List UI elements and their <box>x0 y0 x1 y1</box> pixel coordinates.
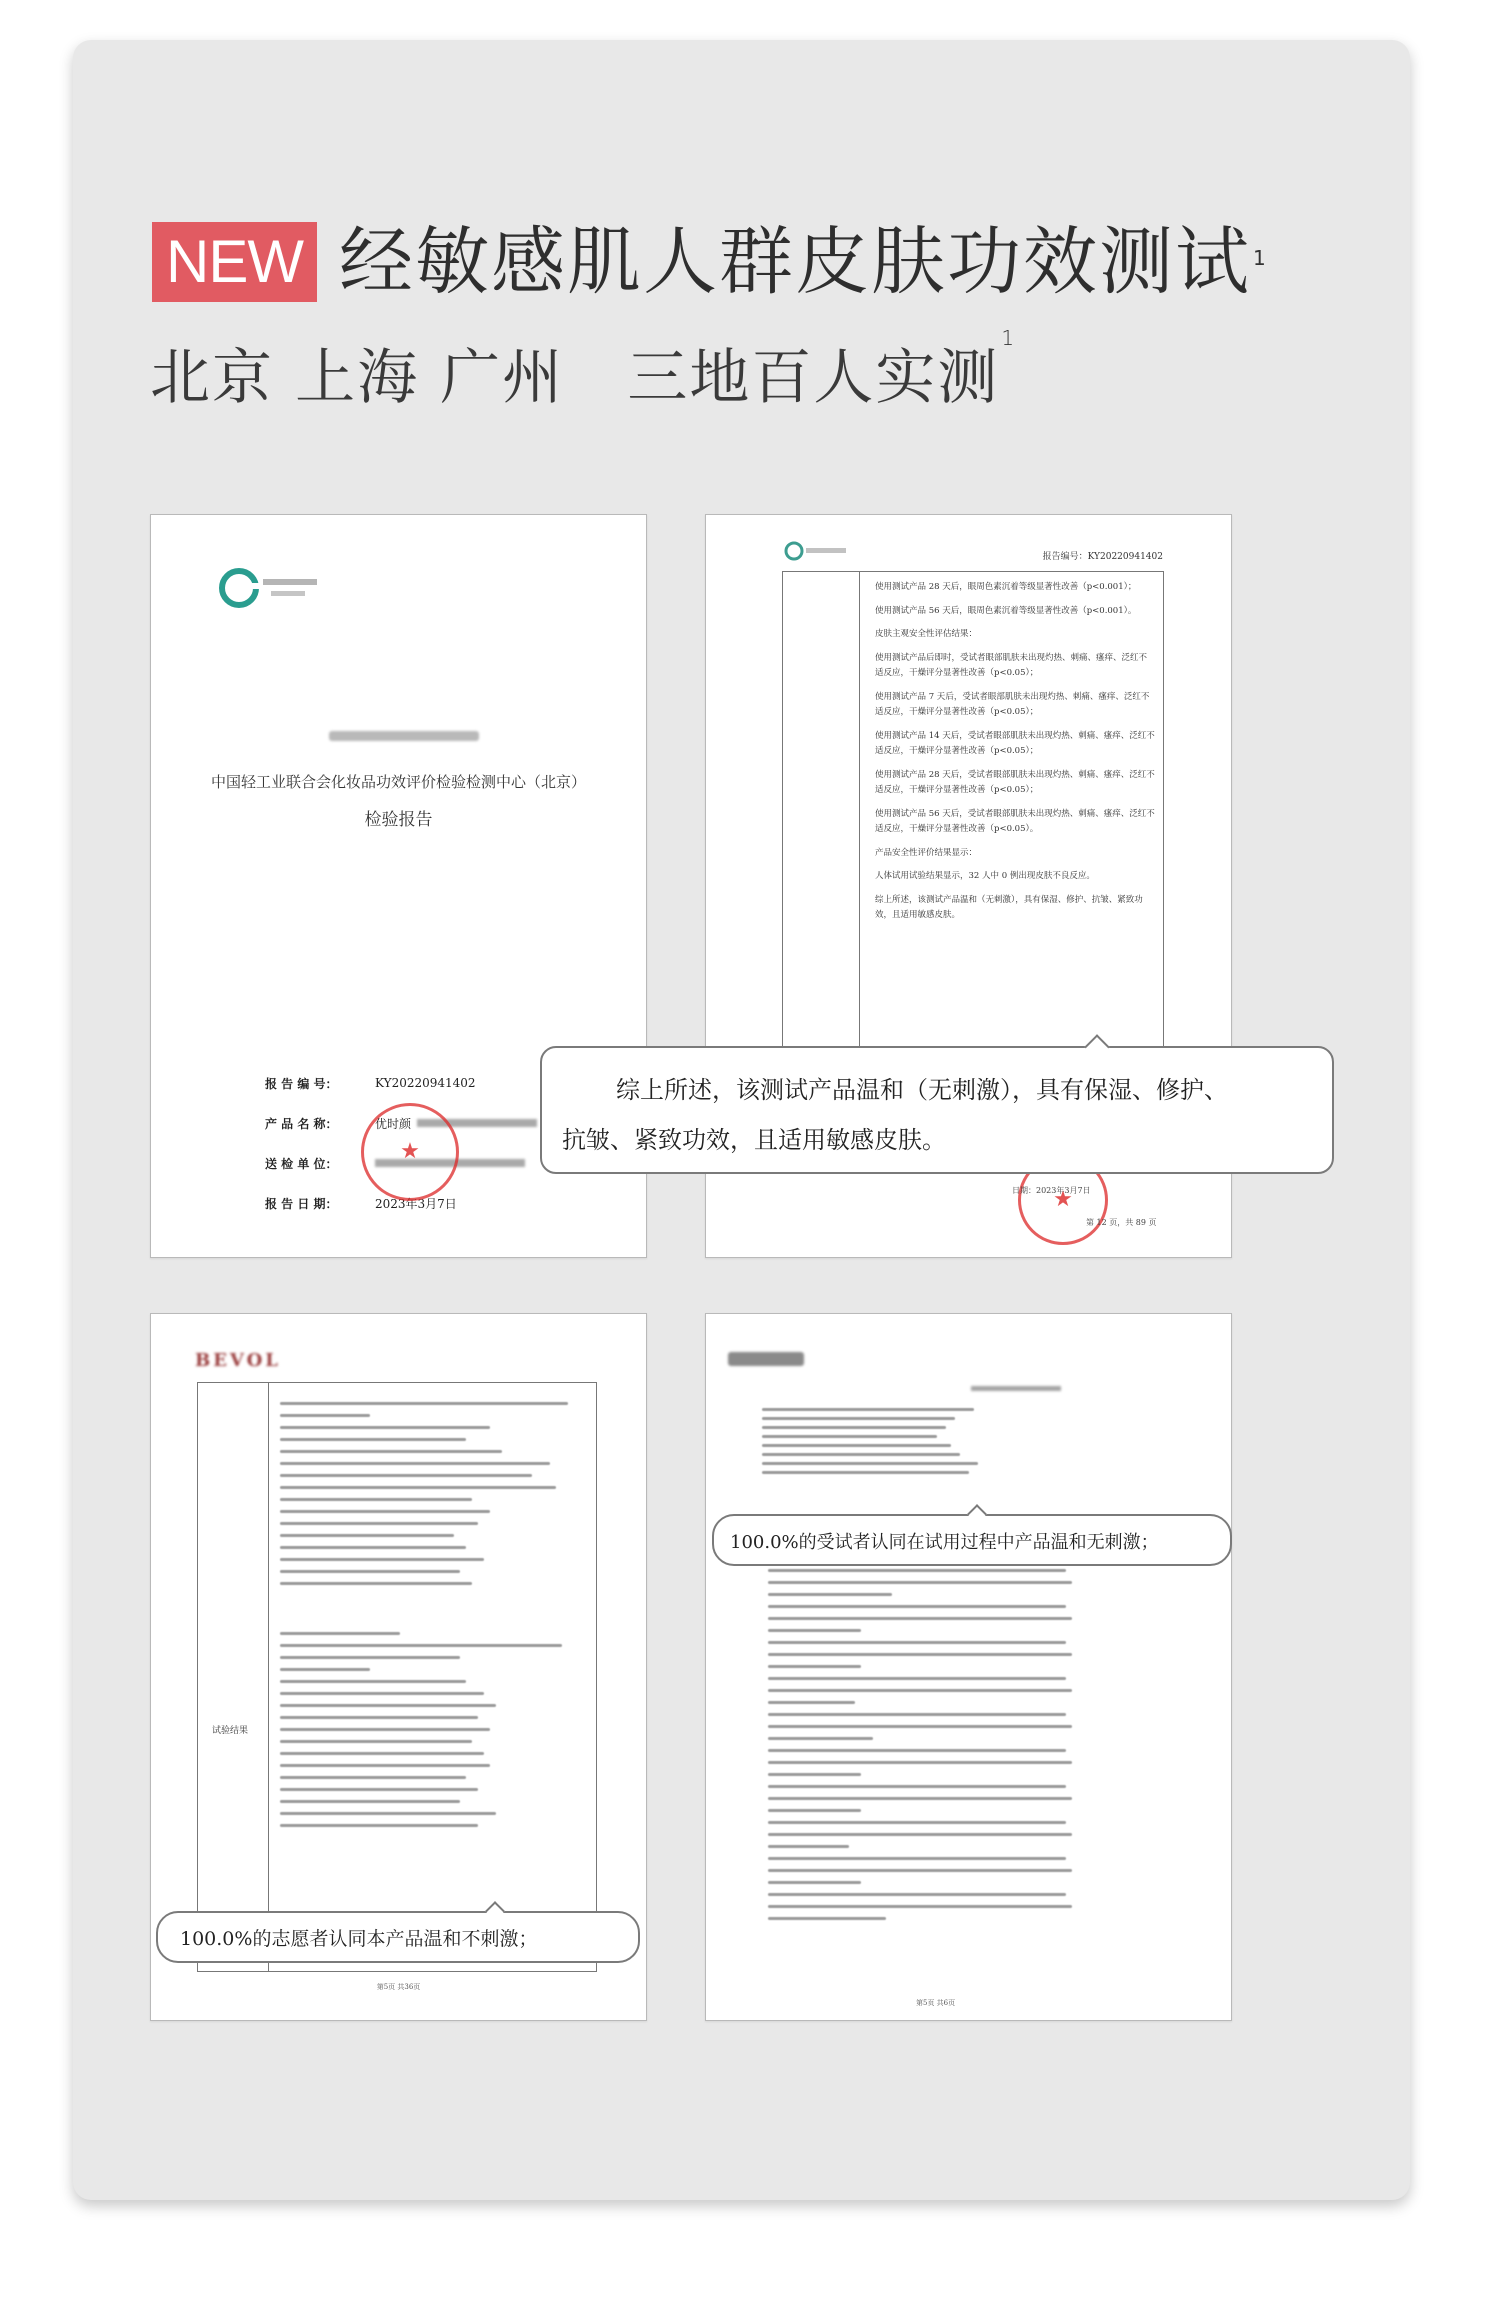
text-line <box>280 1740 472 1743</box>
results-line: 使用测试产品后即时，受试者眼部肌肤未出现灼热、刺痛、瘙痒、泛红不适反应，干燥评分显著性改善（p<0.05）； <box>875 652 1148 678</box>
text-line <box>768 1881 861 1884</box>
info-label: 产 品 名 称： <box>265 1116 338 1131</box>
new-badge: NEW <box>152 222 317 302</box>
text-line <box>280 1632 400 1635</box>
bevol-callout <box>156 1911 640 1963</box>
page-subtitle-text: 北京 上海 广州 三地百人实测 <box>150 343 1000 413</box>
frame-divider <box>268 1383 269 1971</box>
results-line: 产品安全性评价结果显示： <box>875 847 978 858</box>
results-text <box>875 580 1155 924</box>
bevol-logo: BEVOL <box>195 1350 281 1371</box>
text-line <box>768 1785 1066 1788</box>
results-line: 使用测试产品 7 天后，受试者眼部肌肤未出现灼热、刺痛、瘙痒、泛红不适反应，干燥评分显著性改善（p<0.05）； <box>875 691 1150 717</box>
text-line <box>280 1426 490 1429</box>
results-line: 使用测试产品 56 天后，眼周色素沉着等级显著性改善（p<0.001）。 <box>875 605 1137 616</box>
results-line: 使用测试产品 14 天后，受试者眼部肌肤未出现灼热、刺痛、瘙痒、泛红不适反应，干燥评分显著性改善（p<0.05）； <box>875 730 1155 756</box>
info-label: 送 检 单 位： <box>265 1156 338 1171</box>
text-line <box>768 1677 1066 1680</box>
text-line <box>762 1417 955 1420</box>
blurred-company <box>329 731 479 741</box>
info-value: 优时颜 <box>375 1116 412 1131</box>
report-doc-title: 检验报告 <box>364 810 433 830</box>
text-line <box>280 1800 460 1803</box>
text-line <box>768 1581 1072 1584</box>
info-row <box>265 1063 537 1103</box>
report-date: 日期：2023年3月7日 <box>1012 1186 1091 1195</box>
text-line <box>280 1486 556 1489</box>
results-line: 人体试用试验结果显示，32 人中 0 例出现皮肤不良反应。 <box>875 871 1095 881</box>
text-line <box>280 1558 484 1561</box>
text-line <box>768 1593 892 1596</box>
subtitle-footnote: 1 <box>1001 326 1017 350</box>
text-line <box>768 1797 1072 1800</box>
report-frame <box>197 1382 597 1972</box>
callout-line: 抗皱、紧致功效，且适用敏感皮肤。 <box>562 1126 946 1154</box>
text-line <box>768 1821 1066 1824</box>
text-line <box>280 1704 496 1707</box>
text-line <box>768 1857 1066 1860</box>
text-line <box>768 1749 1066 1752</box>
blurred-logo <box>728 1352 804 1366</box>
report-number: 报告编号：KY20220941402 <box>1042 552 1163 562</box>
text-line <box>280 1582 472 1585</box>
text-line <box>280 1438 466 1441</box>
blurred-report-no <box>971 1386 1061 1391</box>
text-line <box>768 1869 1072 1872</box>
page-number: 第 12 页，共 89 页 <box>1086 1218 1157 1227</box>
title-row <box>152 219 1268 305</box>
text-line <box>762 1408 974 1411</box>
results-line: 皮肤主观安全性评估结果： <box>875 629 978 639</box>
results-line: 综上所述，该测试产品温和（无刺激），具有保湿、修护、抗皱、紧致功效，且适用敏感皮肤。 <box>875 894 1143 920</box>
text-line <box>768 1641 1066 1644</box>
text-line <box>768 1713 1066 1716</box>
text-line <box>768 1653 1072 1656</box>
text-line <box>768 1905 1072 1908</box>
text-line <box>280 1462 550 1465</box>
text-line <box>280 1402 568 1405</box>
title-footnote: 1 <box>1252 246 1268 270</box>
text-line <box>280 1510 490 1513</box>
text-line <box>280 1656 460 1659</box>
text-line <box>768 1917 886 1920</box>
blurred-results <box>280 1393 580 1836</box>
conclusion-callout <box>540 1046 1334 1174</box>
info-value: 2023年3月7日 <box>375 1196 457 1211</box>
text-line <box>768 1569 1066 1572</box>
blurred-list-bottom <box>768 1548 1078 1929</box>
text-line <box>280 1414 370 1417</box>
text-line <box>280 1668 370 1671</box>
blurred-list-top <box>762 1402 992 1480</box>
text-line <box>280 1546 466 1549</box>
text-line <box>280 1680 466 1683</box>
results-line: 使用测试产品 56 天后，受试者眼部肌肤未出现灼热、刺痛、瘙痒、泛红不适反应，干燥评分显著性改善（p<0.05）。 <box>875 808 1155 834</box>
text-line <box>762 1462 978 1465</box>
text-line <box>762 1444 951 1447</box>
text-line <box>762 1435 937 1438</box>
text-line <box>762 1471 969 1474</box>
institute-logo-icon <box>217 563 327 613</box>
text-line <box>768 1833 1072 1836</box>
text-line <box>768 1665 861 1668</box>
institute-logo-icon <box>784 539 854 563</box>
results-line: 使用测试产品 28 天后，眼周色素沉着等级显著性改善（p<0.001）； <box>875 582 1137 592</box>
text-line <box>768 1761 1072 1764</box>
text-line <box>762 1426 946 1429</box>
text-line <box>280 1824 478 1827</box>
callout-text: 100.0%的志愿者认同本产品温和不刺激； <box>180 1928 538 1950</box>
info-value: KY20220941402 <box>375 1076 476 1090</box>
results-line: 使用测试产品 28 天后，受试者眼部肌肤未出现灼热、刺痛、瘙痒、泛红不适反应，干燥评分显著性改善（p<0.05）； <box>875 769 1155 795</box>
text-line <box>768 1845 849 1848</box>
text-line <box>280 1728 490 1731</box>
info-label: 报 告 日 期： <box>265 1196 338 1211</box>
callout-text: 100.0%的受试者认同在试用过程中产品温和无刺激； <box>730 1532 1159 1553</box>
callout-line: 综上所述，该测试产品温和（无刺激），具有保湿、修护、 <box>616 1076 1228 1104</box>
text-line <box>768 1773 861 1776</box>
text-line <box>280 1776 466 1779</box>
text-line <box>280 1522 478 1525</box>
text-line <box>280 1570 460 1573</box>
text-line <box>768 1893 1066 1896</box>
report-results-page-2 <box>705 1313 1232 2021</box>
page-subtitle <box>150 326 1017 416</box>
side-label: 试验结果 <box>212 1726 249 1736</box>
text-line <box>768 1725 1072 1728</box>
text-line <box>280 1788 478 1791</box>
text-line <box>768 1605 1066 1608</box>
text-line <box>768 1809 861 1812</box>
page-number: 第5页 共6页 <box>916 1999 956 2007</box>
red-seal-stamp <box>361 1103 459 1201</box>
text-line <box>280 1812 496 1815</box>
text-line <box>280 1752 484 1755</box>
text-line <box>280 1764 490 1767</box>
text-line <box>280 1644 562 1647</box>
text-line <box>280 1450 502 1453</box>
text-line <box>762 1453 960 1456</box>
text-line <box>768 1617 1072 1620</box>
text-line <box>768 1629 861 1632</box>
page-title <box>338 219 1268 305</box>
page-number: 第5页 共36页 <box>376 1983 421 1991</box>
text-line <box>768 1701 855 1704</box>
report-org: 中国轻工业联合会化妆品功效评价检验检测中心（北京） <box>210 773 586 791</box>
text-line <box>768 1737 873 1740</box>
text-line <box>280 1474 532 1477</box>
text-line <box>280 1498 472 1501</box>
text-line <box>280 1692 484 1695</box>
text-line <box>280 1534 454 1537</box>
page-title-text: 经敏感肌人群皮肤功效测试 <box>338 219 1251 305</box>
info-label: 报 告 编 号： <box>265 1076 338 1091</box>
text-line <box>280 1716 478 1719</box>
subjects-callout <box>712 1514 1232 1566</box>
text-line <box>768 1689 1072 1692</box>
